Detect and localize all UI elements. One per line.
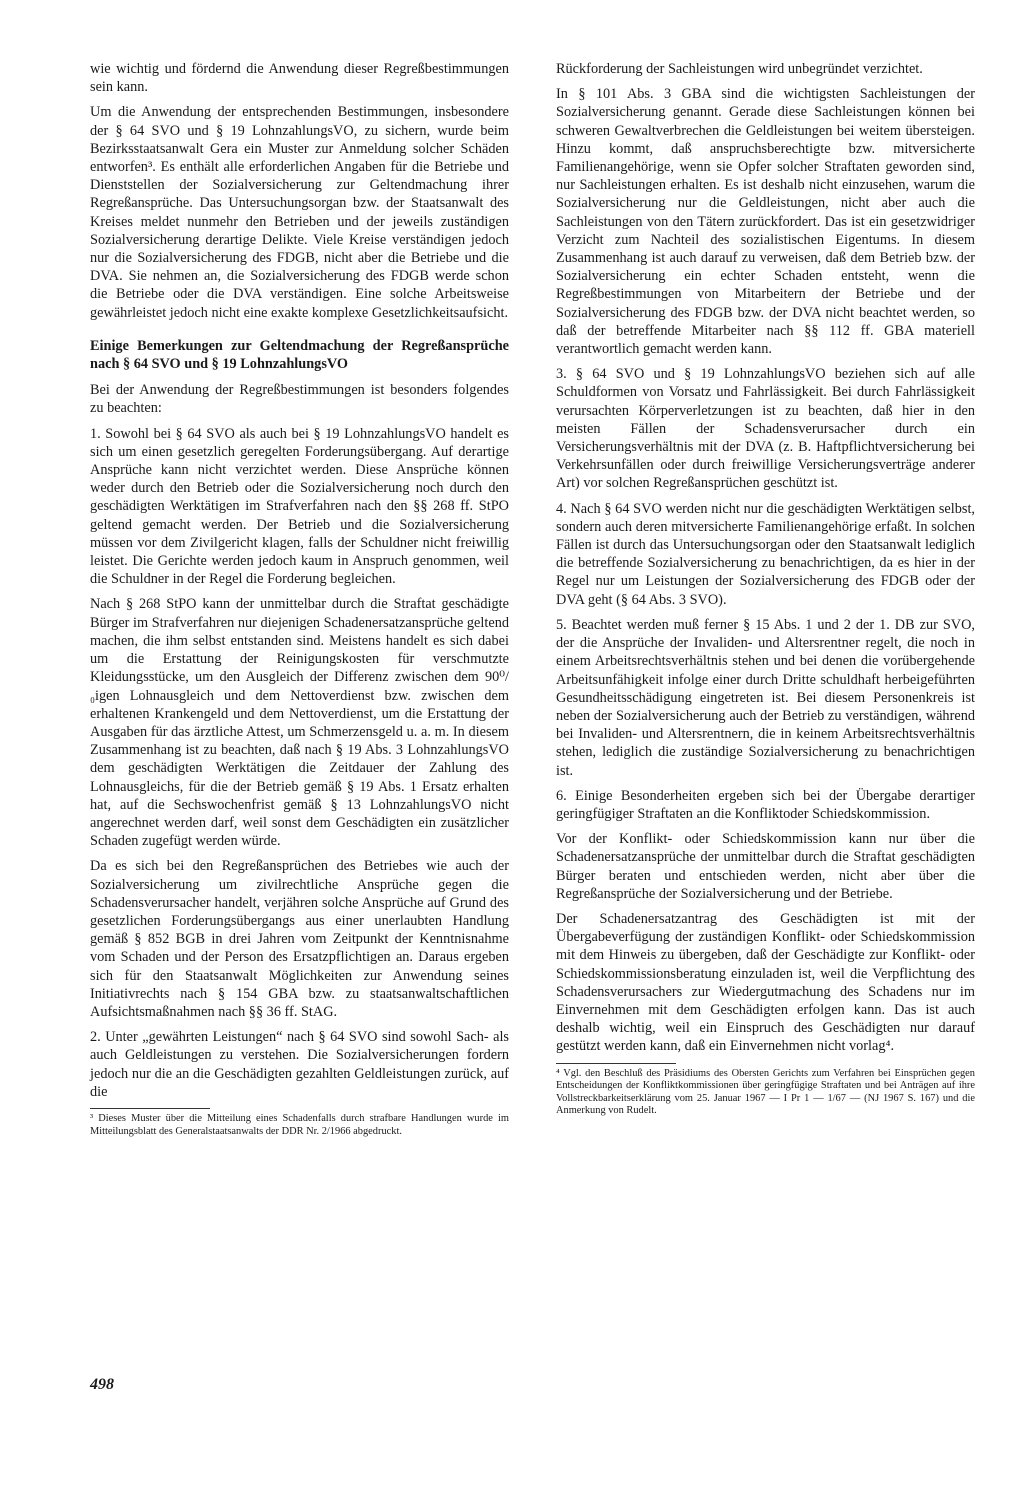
paragraph: 2. Unter „gewährten Leistungen“ nach § 64 SVO sind sowohl Sach- als auch Geldleistungen zu verstehen. Die Sozialversicherungen fordern jedoch nur die an die Geschädigten gezahlten Geldleistungen zurück, auf die <box>90 1029 509 1100</box>
footnote-divider <box>556 1063 676 1064</box>
paragraph: 5. Beachtet werden muß ferner § 15 Abs. 1 und 2 der 1. DB zur SVO, der die Ansprüche der Invaliden- und Altersrentner regelt, die noch in einem Arbeitsrechtsverhältnis stehen und bei denen die vorübergehende Arbeitsunfähigkeit infolge einer durch Dritte schuldhaft herbeigeführten Gesundheitsschädigung eingetreten ist. Bei diesem Personenkreis ist neben der Sozialversicherung auch der Betrieb zu verständigen, während bei Invaliden- und Altersrentnern, die in keinem Arbeitsrechtsverhältnis stehen, lediglich die zuständige Sozialversicherung zu benachrichtigen ist. <box>556 616 975 779</box>
paragraph: wie wichtig und fördernd die Anwendung dieser Regreßbestimmungen sein kann. <box>90 61 509 96</box>
paragraph: Rückforderung der Sachleistungen wird unbegründet verzichtet. <box>556 61 923 77</box>
footnote-divider <box>90 1108 210 1109</box>
paragraph: Der Schadenersatzantrag des Geschädigten ist mit der Übergabeverfügung der zuständigen Konflikt- oder Schiedskommission mit dem Hinweis zu übergeben, daß der Geschädigte zur Konflikt- oder Schiedskommissionsberatung einzuladen ist, weil die Verpflichtung des Schadensverursachers zur Wiedergutmachung des Schadens nur im Einvernehmen mit dem Geschädigten erfolgen kann. Das ist auch deshalb wichtig, weil ein Einspruch des Geschädigten nur darauf gestützt werden kann, daß ein Einvernehmen nicht vorlag⁴. <box>556 910 975 1055</box>
right-column <box>556 60 975 1118</box>
paragraph: 1. Sowohl bei § 64 SVO als auch bei § 19 LohnzahlungsVO handelt es sich um einen gesetzlich geregelten Forderungsübergang. Auf derartige Ansprüche kann nicht verzichtet werden. Diese Ansprüche können weder durch den Betrieb oder die Sozialversicherung noch durch den geschädigten Werktätigen im Strafverfahren nach den §§ 268 ff. StPO geltend gemacht werden. Der Betrieb und die Sozialversicherung müssen vor dem Zivilgericht klagen, falls der Schuldner nicht freiwillig leistet. Die Gerichte werden jedoch kaum in Anspruch genommen, weil die Schuldner in der Regel die Forderung begleichen. <box>90 425 509 588</box>
left-column <box>90 60 509 1138</box>
paragraph: 4. Nach § 64 SVO werden nicht nur die geschädigten Werktätigen selbst, sondern auch deren mitversicherte Familienangehörige erfaßt. In solchen Fällen ist durch das Untersuchungsorgan oder den Staatsanwalt lediglich die betreffende Sozialversicherung zu benachrichtigen, da es hier in der Regel nur um Leistungen der Sozialversicherung des FDGB oder der DVA geht (§ 64 Abs. 3 SVO). <box>556 500 975 608</box>
page-number: 498 <box>90 1376 114 1393</box>
paragraph: Nach § 268 StPO kann der unmittelbar durch die Straftat geschädigte Bürger im Strafverfahren nur diejenigen Schadenersatzansprüche geltend machen, die ihm selbst entstanden sind. Meistens handelt es sich dabei um die Erstattung der Reinigungskosten für verschmutzte Kleidungsstücke, um den Ausgleich der Differenz zwischen dem 90⁰/₀igen Lohnausgleich und dem Nettoverdienst bzw. zwischen dem erhaltenen Krankengeld und dem Nettoverdienst, um die Erstattung der Ausgaben für das ärztliche Attest, um Schmerzensgeld u. a. m. In diesem Zusammenhang ist zu beachten, daß nach § 19 Abs. 3 LohnzahlungsVO dem geschädigten Werktätigen die Zeitdauer der Zahlung des Lohnausgleichs, für die der Betrieb gemäß § 19 Abs. 1 Ersatz erhalten hat, auf die Sechswochenfrist gemäß § 13 LohnzahlungsVO nicht angerechnet werden darf, weil sonst dem Geschädigten ein zusätzlicher Schaden zugefügt werden würde. <box>90 596 509 850</box>
paragraph: Um die Anwendung der entsprechenden Bestimmungen, insbesondere der § 64 SVO und § 19 LohnzahlungsVO, zu sichern, wurde beim Bezirksstaatsanwalt Gera ein Muster zur Anmeldung solcher Schäden entworfen³. Es enthält alle erforderlichen Angaben für die Betriebe und Dienststellen der Sozialversicherung zur Geltendmachung ihrer Regreßansprüche. Das Untersuchungsorgan bzw. der Staatsanwalt des Kreises meldet nunmehr den Betrieben und der jeweils zuständigen Sozialversicherung derartige Delikte. Viele Kreise verständigen jedoch nur die Sozialversicherung des FDGB, nicht aber die Betriebe und die DVA. Sie nehmen an, die Sozialversicherung des FDGB werde schon die Betriebe oder die DVA verständigen. Eine solche Arbeitsweise gewährleistet jedoch nicht eine exakte komplexe Gesetzlichkeitsaufsicht. <box>90 104 509 321</box>
section-heading: Einige Bemerkungen zur Geltendmachung der Regreßansprüche nach § 64 SVO und § 19 LohnzahlungsVO <box>90 337 509 373</box>
paragraph: In § 101 Abs. 3 GBA sind die wichtigsten Sachleistungen der Sozialversicherung genannt. Gerade diese Sachleistungen können bei schweren Gewaltverbrechen die Geldleistungen bei weitem übersteigen. Hinzu kommt, daß anspruchsberechtigte bzw. mitversicherte Familienangehörige, wenn sie Opfer solcher Straftaten geworden sind, nur Sachleistungen erhalten. Es ist deshalb nicht einzusehen, warum die Sozialversicherung nur die Geldleistungen, nicht aber auch die Sachleistungen von den Tätern zurückfordert. Das ist ein gesetzwidriger Verzicht zum Nachteil des sozialistischen Eigentums. In diesem Zusammenhang ist auch darauf zu verweisen, daß dem Betrieb bzw. der Sozialversicherung ein echter Schaden entsteht, wenn die Regreßbestimmungen von Mitarbeitern der Betriebe und der Sozialversicherung des FDGB bzw. der DVA nicht beachtet werden, so daß der betreffende Mitarbeiter nach §§ 112 ff. GBA materiell verantwortlich gemacht werden kann. <box>556 86 975 358</box>
paragraph: Vor der Konflikt- oder Schiedskommission kann nur über die Schadenersatzansprüche der unmittelbar durch die Straftat geschädigten Bürger beraten und entschieden werden, nicht aber über die Regreßansprüche der Sozialversicherung und der Betriebe. <box>556 831 975 902</box>
paragraph: Bei der Anwendung der Regreßbestimmungen ist besonders folgendes zu beachten: <box>90 382 509 417</box>
paragraph: 6. Einige Besonderheiten ergeben sich bei der Übergabe derartiger geringfügiger Straftaten an die Konfliktoder Schiedskommission. <box>556 787 975 822</box>
footnote: ⁴ Vgl. den Beschluß des Präsidiums des Obersten Gerichts zum Verfahren bei Einsprüchen gegen Entscheidungen der Konfliktkommissionen über geringfügige Straftaten und bei Anträgen auf ihre Vollstreckbarkeitserklärung vom 25. Januar 1967 — I Pr 1 — 1/67 — (NJ 1967 S. 167) und die Anmerkung von Rudelt. <box>556 1067 975 1117</box>
footnote: ³ Dieses Muster über die Mitteilung eines Schadenfalls durch strafbare Handlungen wurde im Mitteilungsblatt des Generalstaatsanwalts der DDR Nr. 2/1966 abgedruckt. <box>90 1112 509 1137</box>
paragraph: Da es sich bei den Regreßansprüchen des Betriebes wie auch der Sozialversicherung um zivilrechtliche Ansprüche gegen die Schadensverursacher handelt, verjähren solche Ansprüche auf Grund des gesetzlichen Forderungsübergangs aus einer unerlaubten Handlung gemäß § 852 BGB in drei Jahren vom Zeitpunkt der Kenntnisnahme vom Schaden und der Person des Ersatzpflichtigen an. Daraus ergeben sich für den Staatsanwalt Möglichkeiten zur Anwendung seines Initiativrechts nach § 154 GBA bzw. zu staatsanwaltschaftlichen Aufsichtsmaßnahmen nach §§ 36 ff. StAG. <box>90 858 509 1020</box>
paragraph: 3. § 64 SVO und § 19 LohnzahlungsVO beziehen sich auf alle Schuldformen von Vorsatz und Fahrlässigkeit. Bei durch Fahrlässigkeit verursachten Körperverletzungen ist zu beachten, daß hier in den meisten Fällen der Schadensverursacher durch ein Versicherungsverhältnis mit der DVA (z. B. Haftpflichtversicherung bei Verkehrsunfällen oder durch freiwillige Versicherungsverträge anderer Art) vor solchen Regreßansprüchen geschützt ist. <box>556 366 975 492</box>
